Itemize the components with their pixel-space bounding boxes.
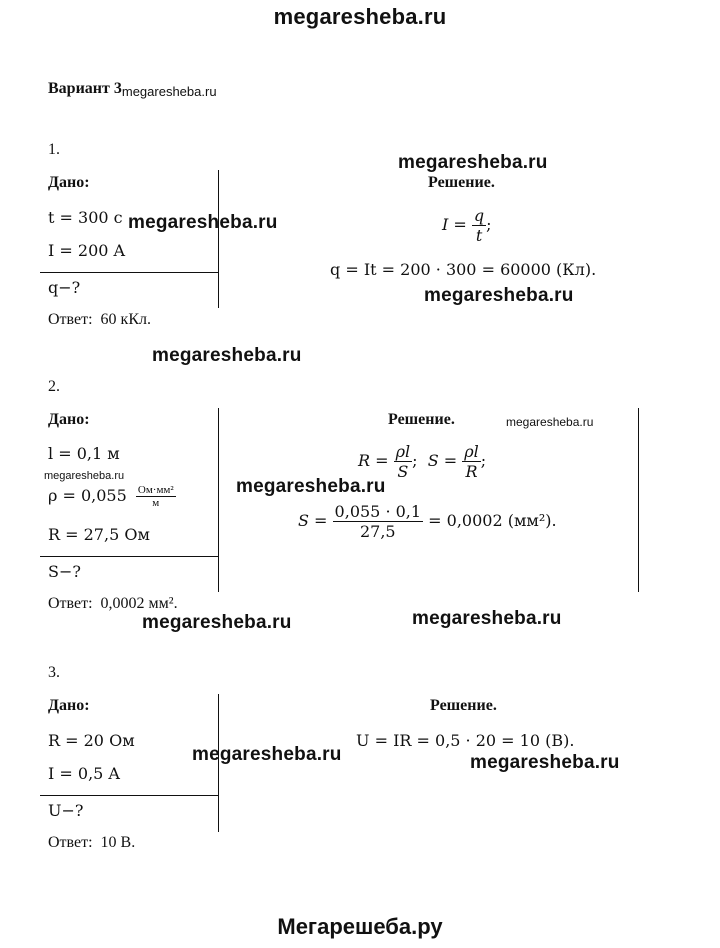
problem2-vertical-line-left — [218, 408, 219, 592]
problem1-vertical-line — [218, 170, 219, 308]
problem2-divider — [40, 556, 218, 557]
problem2-answer: Ответ: 0,0002 мм². — [48, 595, 178, 612]
problem1-solution-label: Решение. — [428, 174, 495, 191]
watermark: megaresheba.ru — [142, 612, 292, 633]
problem2-formula1: R = $\frac{\rho l}{S}$ ; S = $\frac{\rho l}{R}$ ; — [358, 442, 487, 481]
rho-unit-numerator: Ом·мм² — [137, 484, 174, 496]
problem2-solution-label: Решение. — [388, 411, 455, 428]
problem3-divider — [40, 795, 218, 796]
watermark: megaresheba.ru — [506, 415, 594, 429]
problem3-given-R: R = 20 Ом — [48, 731, 135, 750]
watermark: megaresheba.ru — [398, 152, 548, 173]
problem3-given-I: I = 0,5 A — [48, 764, 120, 783]
problem1-given-label: Дано: — [48, 174, 90, 191]
watermark: megaresheba.ru — [152, 345, 302, 366]
watermark: megaresheba.ru — [128, 212, 278, 233]
problem2-given-l: l = 0,1 м — [48, 444, 120, 463]
problem1-divider — [40, 272, 218, 273]
problem3-find: U−? — [48, 801, 84, 820]
problem2-given-rho: ρ = 0,055 $\frac{\text{Ом·мм²}}{м}$ — [48, 484, 174, 509]
problem1-formula2: q = It = 200 · 300 = 60000 (Кл). — [330, 260, 597, 279]
watermark: megaresheba.ru — [470, 752, 620, 773]
rho-unit-denominator: м — [136, 496, 176, 509]
problem2-vertical-line-right — [638, 408, 639, 592]
problem2-given-R: R = 27,5 Ом — [48, 525, 150, 544]
problem3-answer: Ответ: 10 В. — [48, 834, 136, 851]
footer-site-title: Мегарешеба.ру — [277, 914, 443, 939]
problem3-number: 3. — [48, 664, 60, 681]
problem1-given-t: t = 300 с — [48, 208, 123, 227]
header-site-title: megaresheba.ru — [273, 4, 447, 29]
watermark: megaresheba.ru — [424, 285, 574, 306]
problem2-given-label: Дано: — [48, 411, 90, 428]
variant-title — [48, 80, 217, 98]
watermark: megaresheba.ru — [44, 470, 125, 482]
problem1-formula1: I = $\frac{q}{t}$ ; — [442, 206, 492, 245]
problem1-given-I: I = 200 A — [48, 241, 126, 260]
problem3-formula1: U = IR = 0,5 · 20 = 10 (В). — [356, 731, 575, 750]
variant-watermark: megaresheba.ru — [121, 84, 217, 99]
problem2-formula2: S = $\frac{0,055 \cdot 0,1}{27,5}$ = 0,0002 (мм²). — [298, 502, 557, 541]
problem3-solution-label: Решение. — [430, 697, 497, 714]
watermark: megaresheba.ru — [192, 744, 342, 765]
problem3-given-label: Дано: — [48, 697, 90, 714]
variant-title-text: Вариант 3 — [48, 80, 122, 97]
watermark: megaresheba.ru — [236, 476, 386, 497]
watermark: megaresheba.ru — [412, 608, 562, 629]
problem2-find: S−? — [48, 562, 81, 581]
problem1-find: q−? — [48, 278, 81, 297]
problem1-number: 1. — [48, 141, 60, 158]
problem2-number: 2. — [48, 378, 60, 395]
problem1-answer: Ответ: 60 кКл. — [48, 311, 151, 328]
